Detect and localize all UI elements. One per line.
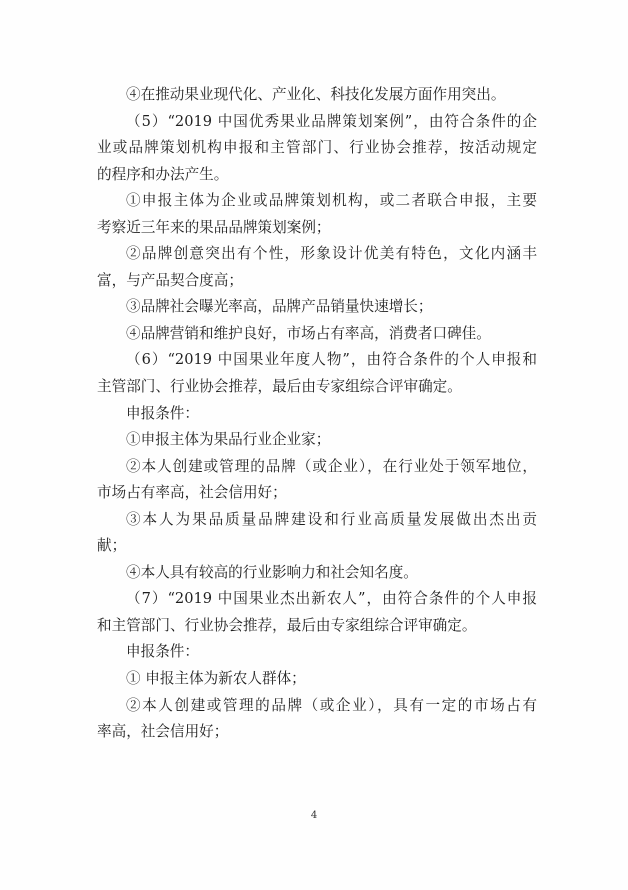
text-line: 考察近三年来的果品品牌策划案例； [97, 218, 331, 236]
text-line: ④在推动果业现代化、产业化、科技化发展方面作用突出。 [126, 86, 506, 103]
text-line: 的程序和办法产生。 [97, 165, 229, 183]
text-line: 率高，社会信用好； [97, 723, 229, 741]
text-line: 申报条件： [126, 404, 199, 422]
text-line: 和主管部门、行业协会推荐，最后由专家组综合评审确定。 [97, 616, 477, 634]
text-line: （7）“2019 中国果业杰出新农人”，由符合条件的个人申报 [126, 590, 537, 608]
text-line: 主管部门、行业协会推荐，最后由专家组综合评审确定。 [97, 378, 462, 396]
text-line: 献； [97, 537, 127, 555]
page-number: 4 [310, 810, 318, 821]
text-line: ①申报主体为企业或品牌策划机构，或二者联合申报，主要 [126, 192, 537, 210]
text-line: ②本人创建或管理的品牌（或企业），具有一定的市场占有 [126, 696, 537, 714]
text-line: ②品牌创意突出有个性，形象设计优美有特色，文化内涵丰 [126, 245, 537, 263]
text-line: 市场占有率高，社会信用好； [97, 484, 287, 502]
text-line: ③本人为果品质量品牌建设和行业高质量发展做出杰出贡 [126, 510, 537, 528]
text-line: 业或品牌策划机构申报和主管部门、行业协会推荐，按活动规定 [97, 139, 537, 157]
text-line: ②本人创建或管理的品牌（或企业），在行业处于领军地位， [126, 457, 537, 475]
text-line: （6）“2019 中国果业年度人物”，由符合条件的个人申报和 [126, 351, 537, 369]
text-line: ④本人具有较高的行业影响力和社会知名度。 [126, 563, 418, 581]
body-text [97, 82, 537, 746]
text-line: ①申报主体为果品行业企业家； [126, 431, 331, 449]
text-line: （5）“2019 中国优秀果业品牌策划案例”，由符合条件的企 [126, 112, 537, 130]
text-line: ④品牌营销和维护良好，市场占有率高，消费者口碑佳。 [126, 324, 491, 342]
text-line: ③品牌社会曝光率高，品牌产品销量快速增长； [126, 298, 433, 316]
text-line: ① 申报主体为新农人群体； [126, 670, 306, 688]
text-line: 富，与产品契合度高； [97, 271, 243, 289]
text-line: 申报条件： [126, 643, 199, 661]
